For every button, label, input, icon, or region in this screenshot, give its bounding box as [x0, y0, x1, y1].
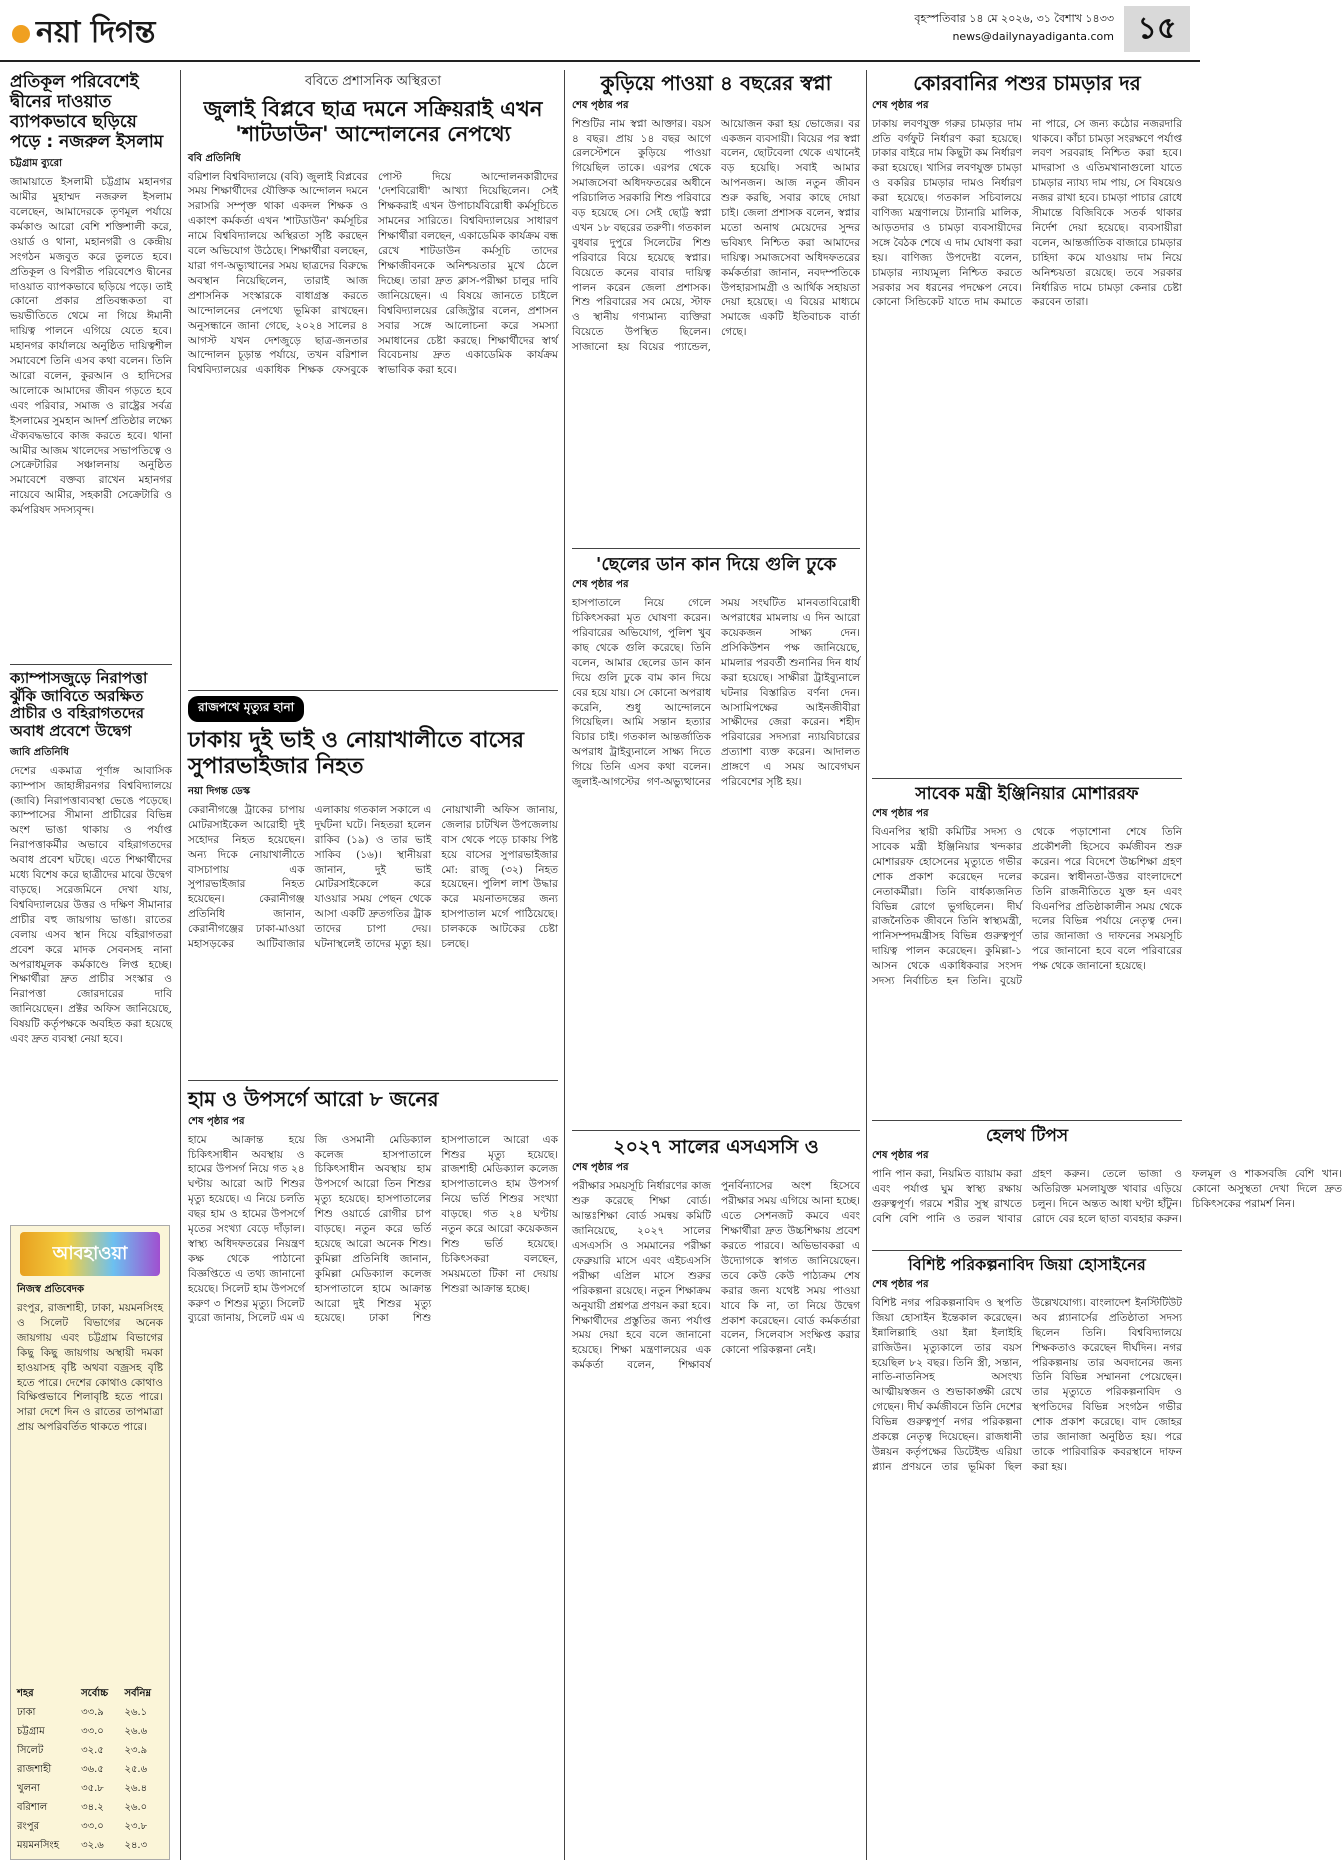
weather-cell: ৩৩.০ [81, 1821, 104, 1832]
headline: কোরবানির পশুর চামড়ার দর [913, 71, 1141, 95]
article-planner [872, 1256, 1182, 1860]
article-body: শিশুটির নাম স্বপ্না আক্তার। বয়স ৪ বছর। প্রায় ১৪ বছর আগে রেলস্টেশনে কুড়িয়ে পাওয়া গিয়েছিল তাকে। এরপর থেকে সমাজসেবা অধিদফতরের অধীনে পরিচালিত সরকারি শিশু পরিবারে বড় হয়েছে সে। সেই ছোট্ট স্বপ্না এখন ১৮ বছরের তরুণী। গতকাল বুধবার দুপুরে সিলেটের শিশু পরিবারে বিয়ে হয়েছে স্বপ্নার। বিয়েতে কনের বাবার দায়িত্ব পালন করেন জেলা প্রশাসক। শিশু পরিবারের সব মেয়ে, স্টাফ ও স্থানীয় গণ্যমান্য ব্যক্তিরা বিয়েতে উপস্থিত ছিলেন। সাজানো হয় বিয়ের প্যান্ডেল, আয়োজন করা হয় ভোজের। বর একজন ব্যবসায়ী। বিয়ের পর স্বপ্না বলেন, ছোটবেলা থেকে এখানেই বড় হয়েছি। সবাই আমার আপনজন। আজ নতুন জীবন শুরু করছি, সবার কাছে দোয়া চাই। জেলা প্রশাসক বলেন, স্বপ্নার মতো অনাথ মেয়েদের সুন্দর ভবিষ্যৎ নিশ্চিত করা আমাদের দায়িত্ব। সমাজসেবা অধিদফতরের কর্মকর্তারা জানান, নবদম্পতিকে উপহারসামগ্রী ও আর্থিক সহায়তা দেয়া হয়েছে। এ বিয়ের মাধ্যমে সমাজে একটি ইতিবাচক বার্তা গেছে। [572, 117, 860, 354]
article-body: বিশিষ্ট নগর পরিকল্পনাবিদ ও স্থপতি জিয়া হোসাইন ইন্তেকাল করেছেন। ইন্নালিল্লাহি ওয়া ইন্না ইলাইহি রাজিউন। মৃত্যুকালে তার বয়স হয়েছিল ৮২ বছর। তিনি স্ত্রী, সন্তান, নাতি-নাতনিসহ অসংখ্য আত্মীয়স্বজন ও শুভাকাঙ্ক্ষী রেখে গেছেন। দীর্ঘ কর্মজীবনে তিনি দেশের বিভিন্ন গুরুত্বপূর্ণ নগর পরিকল্পনা প্রকল্পে নেতৃত্ব দিয়েছেন। রাজধানী উন্নয়ন কর্তৃপক্ষের ডিটেইল্ড এরিয়া প্ল্যান প্রণয়নে তার ভূমিকা ছিল উল্লেখযোগ্য। বাংলাদেশ ইনস্টিটিউট অব প্ল্যানার্সের প্রতিষ্ঠাতা সদস্য ছিলেন তিনি। বিশ্ববিদ্যালয়ে শিক্ষকতাও করেছেন দীর্ঘদিন। নগর পরিকল্পনায় তার অবদানের জন্য তিনি বিভিন্ন সম্মাননা পেয়েছেন। তার মৃত্যুতে পরিকল্পনাবিদ ও স্থপতিদের বিভিন্ন সংগঠন গভীর শোক প্রকাশ করেছে। বাদ জোহর তার জানাজা অনুষ্ঠিত হয়। পরে তাকে পারিবারিক কবরস্থানে দাফন করা হয়। [872, 1296, 1182, 1473]
headline: কুড়িয়ে পাওয়া ৪ বছরের স্বপ্না [600, 71, 832, 95]
weather-cell: ২৩.৯ [124, 1745, 148, 1756]
article-body: হাসপাতালে নিয়ে গেলে চিকিৎসকরা মৃত ঘোষণা করেন। পরিবারের অভিযোগ, পুলিশ খুব কাছ থেকে গুলি করেছে। তিনি বলেন, আমার ছেলের ডান কান দিয়ে গুলি ঢুকে বাম কান দিয়ে বের হয়ে যায়। সে কোনো অপরাধ করেনি, শুধু আন্দোলনে গিয়েছিল। আমি সন্তান হত্যার বিচার চাই। গতকাল আন্তর্জাতিক অপরাধ ট্রাইব্যুনালে সাক্ষ্য দিতে গিয়ে তিনি এসব কথা বলেন। জুলাই-আগস্টের গণ-অভ্যুত্থানের সময় সংঘটিত মানবতাবিরোধী অপরাধের মামলায় এ দিন আরো কয়েকজন সাক্ষ্য দেন। প্রসিকিউশন পক্ষ জানিয়েছে, মামলার পরবর্তী শুনানির দিন ধার্য করা হয়েছে। সাক্ষীরা ট্রাইব্যুনালে ঘটনার বিস্তারিত বর্ণনা দেন। আসামিপক্ষের আইনজীবীরা সাক্ষীদের জেরা করেন। শহীদ পরিবারের সদস্যরা ন্যায়বিচারের প্রত্যাশা ব্যক্ত করেন। আদালত প্রাঙ্গণে এ সময় আবেগঘন পরিবেশের সৃষ্টি হয়। [572, 597, 860, 789]
headline: ২০২৭ সালের এসএসসি ও [613, 1136, 819, 1158]
article-measles [188, 1088, 558, 1860]
article-body: কেরানীগঞ্জে ট্রাকের চাপায় মোটরসাইকেল আরোহী দুই সহোদর নিহত হয়েছেন। অন্য দিকে নোয়াখালীতে বাসচাপায় এক সুপারভাইজার নিহত হয়েছেন। কেরানীগঞ্জ প্রতিনিধি জানান, কেরানীগঞ্জের ঢাকা-মাওয়া মহাসড়কের আটিবাজার এলাকায় গতকাল সকালে এ দুর্ঘটনা ঘটে। নিহতরা হলেন রাকিব (১৯) ও তার ভাই সাকিব (১৬)। স্থানীয়রা জানান, দুই ভাই মোটরসাইকেলে করে যাওয়ার সময় পেছন থেকে আসা একটি দ্রুতগতির ট্রাক তাদের চাপা দেয়। ঘটনাস্থলেই তাদের মৃত্যু হয়। নোয়াখালী অফিস জানায়, জেলার চাটখিল উপজেলায় বাস থেকে পড়ে চাকায় পিষ্ট হয়ে বাসের সুপারভাইজার মো: রাজু (৩২) নিহত হয়েছেন। পুলিশ লাশ উদ্ধার করে ময়নাতদন্তের জন্য হাসপাতাল মর্গে পাঠিয়েছে। চালককে আটকের চেষ্টা চলছে। [188, 803, 558, 951]
headline: জুলাই বিপ্লবে ছাত্র দমনে সক্রিয়রাই এখন 'শাটডাউন' আন্দোলনের নেপথ্যে [203, 97, 543, 146]
weather-cell: ৩৪.২ [81, 1802, 104, 1813]
weather-cell: বরিশাল [17, 1802, 48, 1813]
weather-cell: ৩২.৬ [81, 1840, 104, 1851]
weather-cell: ৩২.৫ [81, 1745, 104, 1756]
weather-cell: ২৬.৬ [124, 1726, 148, 1737]
article-accident [188, 696, 558, 1076]
weather-cell: খুলনা [17, 1783, 40, 1794]
weather-cell: ৩৬.৫ [81, 1764, 104, 1775]
weather-box [10, 1225, 170, 1860]
article-moshorrof [872, 784, 1182, 1114]
continued-label: শেষ পৃষ্ঠার পর [872, 1150, 929, 1162]
article-bullet [572, 554, 860, 1124]
sun-icon [12, 25, 30, 43]
weather-cell: ৩৩.০ [81, 1726, 104, 1737]
weather-row [15, 1818, 165, 1837]
section-tag: রাজপথে মৃত্যুর হানা [188, 696, 304, 722]
headline: সাবেক মন্ত্রী ইঞ্জিনিয়ার মোশাররফ [915, 784, 1139, 804]
weather-cell: ৩৫.৮ [81, 1783, 104, 1794]
weather-col-header: সর্বোচ্চ [81, 1688, 109, 1699]
continued-label: শেষ পৃষ্ঠার পর [572, 99, 629, 111]
weather-row [15, 1799, 165, 1818]
article-body: জামায়াতে ইসলামী চট্টগ্রাম মহানগর আমীর মুহাম্মদ নজরুল ইসলাম বলেছেন, আমাদেরকে তৃণমূল পর্যায়ে কর্মকাণ্ড আরো বেশি শক্তিশালী করে, ওয়ার্ড ও থানা, মহানগরী ও কেন্দ্রীয় সংগঠন মজবুত করে তুলতে হবে। প্রতিকূল ও বিপরীত পরিবেশেও দ্বীনের দাওয়াত ব্যাপকভাবে ছড়িয়ে পড়ে। তাই কোনো প্রকার প্রতিবন্ধকতা বা ভয়ভীতিতে থেমে না গিয়ে ঈমানী দায়িত্ব পালনে এগিয়ে যেতে হবে। মহানগর কার্যালয়ে অনুষ্ঠিত দায়িত্বশীল সমাবেশে তিনি এসব কথা বলেন। তিনি আরো বলেন, কুরআন ও হাদিসের আলোকে আমাদের জীবন গড়তে হবে এবং পরিবার, সমাজ ও রাষ্ট্রের সর্বত্র ইসলামের সুমহান আদর্শ প্রতিষ্ঠার লক্ষ্যে ঐক্যবদ্ধভাবে কাজ করতে হবে। থানা আমীর আজম খালেদের সভাপতিত্বে ও সেক্রেটারির সঞ্চালনায় অনুষ্ঠিত সমাবেশে বক্তব্য রাখেন মহানগর নায়েবে আমীর, সহকারী সেক্রেটারি ও কর্মপরিষদ সদস্যবৃন্দ। [10, 176, 172, 517]
byline: জাবি প্রতিনিধি [10, 746, 69, 758]
weather-cell: ২৪.৩ [124, 1840, 148, 1851]
headline: ক্যাম্পাসজুড়ে নিরাপত্তা ঝুঁকি জাবিতে অরক্ষিত প্রাচীর ও বহিরাগতদের অবাধ প্রবেশে উদ্বেগ [10, 669, 148, 741]
headline: হাম ও উপসর্গে আরো ৮ জনের [188, 1087, 439, 1111]
weather-cell: ২৬.০ [124, 1802, 148, 1813]
article-leather [872, 72, 1182, 772]
weather-row [15, 1742, 165, 1761]
article-body: হামে আক্রান্ত হয়ে চিকিৎসাধীন অবস্থায় ও হামের উপসর্গ নিয়ে গত ২৪ ঘণ্টায় আরো আট শিশুর মৃত্যু হয়েছে। এ নিয়ে চলতি বছর হাম ও হামের উপসর্গে মৃতের সংখ্যা বেড়ে দাঁড়াল। স্বাস্থ্য অধিদফতরের নিয়ন্ত্রণ কক্ষ থেকে পাঠানো বিজ্ঞপ্তিতে এ তথ্য জানানো হয়েছে। সিলেট হাম উপসর্গে করুণ ৩ শিশুর মৃত্যু। সিলেট ব্যুরো জানায়, সিলেট এম এ জি ওসমানী মেডিক্যাল কলেজ হাসপাতালে চিকিৎসাধীন অবস্থায় হাম উপসর্গে আরো তিন শিশুর মৃত্যু হয়েছে। হাসপাতালের শিশু ওয়ার্ডে রোগীর চাপ বাড়ছে। নতুন করে ভর্তি হয়েছে আরো অনেক শিশু। কুমিল্লা প্রতিনিধি জানান, কুমিল্লা মেডিক্যাল কলেজ হাসপাতালে হামে আক্রান্ত আরো দুই শিশুর মৃত্যু হয়েছে। ঢাকা শিশু হাসপাতালে আরো এক শিশুর মৃত্যু হয়েছে। রাজশাহী মেডিক্যাল কলেজ হাসপাতালেও হাম উপসর্গ নিয়ে ভর্তি শিশুর সংখ্যা বাড়ছে। গত ২৪ ঘণ্টায় নতুন করে আরো কয়েকজন শিশু ভর্তি হয়েছে। চিকিৎসকরা বলছেন, সময়মতো টিকা না দেয়ায় শিশুরা আক্রান্ত হচ্ছে। [188, 1133, 558, 1325]
weather-title: আবহাওয়া [20, 1232, 160, 1276]
headline: ঢাকায় দুই ভাই ও নোয়াখালীতে বাসের সুপারভাইজার নিহত [188, 728, 524, 779]
article-swapna [572, 72, 860, 542]
article-body: পানি পান করা, নিয়মিত ব্যায়াম করা এবং পর্যাপ্ত ঘুম স্বাস্থ্য রক্ষায় গুরুত্বপূর্ণ। গরমে শরীর সুস্থ রাখতে বেশি বেশি পানি ও তরল খাবার গ্রহণ করুন। তেলে ভাজা ও অতিরিক্ত মসলাযুক্ত খাবার এড়িয়ে চলুন। দিনে অন্তত আধা ঘণ্টা হাঁটুন। রোদে বের হলে ছাতা ব্যবহার করুন। ফলমূল ও শাকসবজি বেশি খান। কোনো অসুস্থতা দেখা দিলে দ্রুত চিকিৎসকের পরামর্শ নিন। [872, 1168, 1342, 1225]
weather-cell: ২৩.৮ [124, 1821, 148, 1832]
weather-cell: ৩৩.৯ [81, 1707, 104, 1718]
email-link[interactable]: news@dailynayadiganta.com [952, 30, 1114, 43]
continued-label: শেষ পৃষ্ঠার পর [872, 1278, 929, 1290]
weather-cell: রাজশাহী [17, 1764, 52, 1775]
weather-cell: চট্টগ্রাম [17, 1726, 45, 1737]
article-body: ঢাকায় লবণযুক্ত গরুর চামড়ার দাম প্রতি বর্গফুট নির্ধারণ করা হয়েছে। ঢাকার বাইরে দাম কিছুটা কম নির্ধারণ করা হয়েছে। খাসির লবণযুক্ত চামড়া ও বকরির চামড়ার দামও নির্ধারণ করা হয়েছে। গতকাল সচিবালয়ে বাণিজ্য মন্ত্রণালয়ে ট্যানারি মালিক, আড়তদার ও চামড়া ব্যবসায়ীদের সঙ্গে বৈঠক শেষে এ দাম ঘোষণা করা হয়। বাণিজ্য উপদেষ্টা বলেন, চামড়ার ন্যায্যমূল্য নিশ্চিত করতে সরকার সব ধরনের পদক্ষেপ নেবে। কোনো সিন্ডিকেট যাতে দাম কমাতে না পারে, সে জন্য কঠোর নজরদারি থাকবে। কাঁচা চামড়া সংরক্ষণে পর্যাপ্ত লবণ সরবরাহ নিশ্চিত করা হবে। মাদরাসা ও এতিমখানাগুলো যাতে চামড়ার ন্যায্য দাম পায়, সে বিষয়েও নজর রাখা হবে। চামড়া পাচার রোধে সীমান্তে বিজিবিকে সতর্ক থাকার নির্দেশ দেয়া হয়েছে। ব্যবসায়ীরা বলেন, আন্তর্জাতিক বাজারে চামড়ার চাহিদা কমে যাওয়ায় দাম নিয়ে অনিশ্চয়তা রয়েছে। তবে সরকার নির্ধারিত দামে চামড়া কেনার চেষ্টা করবেন তারা। [872, 117, 1182, 309]
byline: চট্টগ্রাম ব্যুরো [10, 158, 63, 170]
newspaper-logo: নয়া দিগন্ত [12, 8, 155, 59]
weather-cell: ২৬.১ [124, 1707, 148, 1718]
weather-cell: সিলেট [17, 1745, 44, 1756]
weather-row [15, 1837, 165, 1856]
article-bobi [188, 72, 558, 687]
byline: নয়া দিগন্ত ডেস্ক [188, 785, 250, 797]
weather-col-header: শহর [17, 1688, 34, 1699]
page-number: ১৫ [1124, 6, 1190, 52]
article-body: বিএনপির স্থায়ী কমিটির সদস্য ও সাবেক মন্ত্রী ইঞ্জিনিয়ার খন্দকার মোশাররফ হোসেনের মৃত্যুতে গভীর শোক প্রকাশ করেছেন দলের নেতাকর্মীরা। তিনি বার্ধক্যজনিত বিভিন্ন রোগে ভুগছিলেন। দীর্ঘ রাজনৈতিক জীবনে তিনি স্বাস্থ্যমন্ত্রী, পানিসম্পদমন্ত্রীসহ বিভিন্ন গুরুত্বপূর্ণ দায়িত্ব পালন করেছেন। কুমিল্লা-১ আসন থেকে একাধিকবার সংসদ সদস্য নির্বাচিত হন তিনি। বুয়েট থেকে পড়াশোনা শেষে তিনি প্রকৌশলী হিসেবে কর্মজীবন শুরু করেন। পরে বিদেশে উচ্চশিক্ষা গ্রহণ করেন। স্বাধীনতা-উত্তর বাংলাদেশে তিনি রাজনীতিতে যুক্ত হন এবং বিএনপির প্রতিষ্ঠাকালীন সময় থেকে দলের বিভিন্ন পর্যায়ে নেতৃত্ব দেন। তার জানাজা ও দাফনের সময়সূচি পরে জানানো হবে বলে পরিবারের পক্ষ থেকে জানানো হয়েছে। [872, 826, 1182, 988]
article-body: পরীক্ষার সময়সূচি নির্ধারণের কাজ শুরু করেছে শিক্ষা বোর্ড। আন্তঃশিক্ষা বোর্ড সমন্বয় কমিটি জানিয়েছে, ২০২৭ সালের এসএসসি ও সমমানের পরীক্ষা ফেব্রুয়ারি মাসে এবং এইচএসসি পরীক্ষা এপ্রিল মাসে শুরুর পরিকল্পনা রয়েছে। নতুন শিক্ষাক্রম অনুযায়ী প্রশ্নপত্র প্রণয়ন করা হবে। শিক্ষার্থীদের প্রস্তুতির জন্য পর্যাপ্ত সময় দেয়া হবে বলে জানানো হয়েছে। শিক্ষা মন্ত্রণালয়ের এক কর্মকর্তা বলেন, শিক্ষাবর্ষ পুনর্বিন্যাসের অংশ হিসেবে পরীক্ষার সময় এগিয়ে আনা হচ্ছে। এতে সেশনজট কমবে এবং শিক্ষার্থীরা দ্রুত উচ্চশিক্ষায় প্রবেশ করতে পারবে। অভিভাবকরা এ উদ্যোগকে স্বাগত জানিয়েছেন। তবে কেউ কেউ পাঠ্যক্রম শেষ করার জন্য যথেষ্ট সময় পাওয়া যাবে কি না, তা নিয়ে উদ্বেগ প্রকাশ করেছেন। বোর্ড কর্মকর্তারা বলেন, সিলেবাস সংক্ষিপ্ত করার কোনো পরিকল্পনা নেই। [572, 1180, 860, 1372]
continued-label: শেষ পৃষ্ঠার পর [872, 99, 929, 111]
article-body: বরিশাল বিশ্ববিদ্যালয়ে (ববি) জুলাই বিপ্লবের সময় শিক্ষার্থীদের যৌক্তিক আন্দোলন দমনে সরাসরি সম্পৃক্ত থাকা একদল শিক্ষক ও একাংশ কর্মকর্তা এখন 'শাটডাউন' কর্মসূচির নামে বিশ্ববিদ্যালয়ে অস্থিরতা সৃষ্টি করছেন বলে অভিযোগ উঠেছে। শিক্ষার্থীরা বলছেন, যারা গণ-অভ্যুত্থানের সময় ছাত্রদের বিরুদ্ধে অবস্থান নিয়েছিলেন, তারাই আজ প্রশাসনিক সংস্কারকে বাধাগ্রস্ত করতে আন্দোলনের নেপথ্যে ভূমিকা রাখছেন। অনুসন্ধানে জানা গেছে, ২০২৪ সালের ৪ আগস্ট যখন দেশজুড়ে ছাত্র-জনতার আন্দোলন চূড়ান্ত পর্যায়ে, তখন বরিশাল বিশ্ববিদ্যালয়ের একাধিক শিক্ষক ফেসবুকে পোস্ট দিয়ে আন্দোলনকারীদের 'দেশবিরোধী' আখ্যা দিয়েছিলেন। সেই শিক্ষকরাই এখন উপাচার্যবিরোধী কর্মসূচিতে সামনের সারিতে। বিশ্ববিদ্যালয়ের সাধারণ শিক্ষার্থীরা বলছেন, একাডেমিক কার্যক্রম বন্ধ রেখে শাটডাউন কর্মসূচি তাদের শিক্ষাজীবনকে অনিশ্চয়তার মুখে ঠেলে দিচ্ছে। তারা দ্রুত ক্লাস-পরীক্ষা চালুর দাবি জানিয়েছেন। এ বিষয়ে জানতে চাইলে বিশ্ববিদ্যালয়ের রেজিস্ট্রার বলেন, প্রশাসন সবার সঙ্গে আলোচনা করে সমস্যা সমাধানের চেষ্টা করছে। শিক্ষার্থীদের স্বার্থ বিবেচনায় দ্রুত একাডেমিক কার্যক্রম স্বাভাবিক করা হবে। [188, 170, 558, 377]
weather-table [15, 1685, 165, 1856]
weather-body: রংপুর, রাজশাহী, ঢাকা, ময়মনসিংহ ও সিলেট বিভাগের অনেক জায়গায় এবং চট্টগ্রাম বিভাগের কিছু কিছু জায়গায় অস্থায়ী দমকা হাওয়াসহ বৃষ্টি অথবা বজ্রসহ বৃষ্টি হতে পারে। দেশের কোথাও কোথাও বিক্ষিপ্তভাবে শিলাবৃষ্টি হতে পারে। সারা দেশে দিন ও রাতের তাপমাত্রা প্রায় অপরিবর্তিত থাকতে পারে। [17, 1302, 163, 1434]
article-body: দেশের একমাত্র পূর্ণাঙ্গ আবাসিক ক্যাম্পাস জাহাঙ্গীরনগর বিশ্ববিদ্যালয়ে (জাবি) নিরাপত্তাব্যবস্থা ভেঙে পড়েছে। ক্যাম্পাসের সীমানা প্রাচীরের বিভিন্ন অংশ ভাঙা থাকায় ও পর্যাপ্ত নিরাপত্তাকর্মীর অভাবে বহিরাগতদের অবাধ প্রবেশ ঘটছে। এতে শিক্ষার্থীদের মধ্যে বিশেষ করে ছাত্রীদের মাঝে উদ্বেগ বাড়ছে। সরেজমিনে দেখা যায়, বিশ্ববিদ্যালয়ের উত্তর ও দক্ষিণ সীমানার প্রাচীর বহু জায়গায় ভাঙা। রাতের বেলায় এসব স্থান দিয়ে বহিরাগতরা প্রবেশ করে মাদক সেবনসহ নানা অপরাধমূলক কর্মকাণ্ডে লিপ্ত হচ্ছে। শিক্ষার্থীরা দ্রুত প্রাচীর সংস্কার ও নিরাপত্তা জোরদারের দাবি জানিয়েছেন। প্রক্টর অফিস জানিয়েছে, বিষয়টি কর্তৃপক্ষকে অবহিত করা হয়েছে এবং দ্রুত ব্যবস্থা নেয়া হবে। [10, 764, 172, 1046]
article-jabi [10, 670, 172, 1218]
weather-row [15, 1780, 165, 1799]
continued-label: শেষ পৃষ্ঠার পর [572, 1162, 629, 1174]
issue-date: বৃহস্পতিবার ১৪ মে ২০২৬, ৩১ বৈশাখ ১৪৩৩ [914, 12, 1114, 25]
continued-label: শেষ পৃষ্ঠার পর [872, 808, 929, 820]
byline: নিজস্ব প্রতিবেদক [17, 1284, 85, 1295]
headline: হেলথ টিপস [985, 1126, 1069, 1146]
continued-label: শেষ পৃষ্ঠার পর [188, 1115, 245, 1127]
page-header [0, 0, 1200, 62]
article-ssc [572, 1136, 860, 1860]
weather-col-header: সর্বনিম্ন [124, 1688, 151, 1699]
weather-row [15, 1761, 165, 1780]
weather-cell: ঢাকা [17, 1707, 36, 1718]
article-health [872, 1126, 1342, 1246]
weather-cell: ২৫.৬ [124, 1764, 148, 1775]
headline: প্রতিকূল পরিবেশেই দ্বীনের দাওয়াত ব্যাপকভাবে ছড়িয়ে পড়ে : নজরুল ইসলাম [10, 72, 164, 153]
continued-label: শেষ পৃষ্ঠার পর [572, 579, 629, 591]
weather-cell: ২৬.৪ [124, 1783, 148, 1794]
headline: বিশিষ্ট পরিকল্পনাবিদ জিয়া হোসাইনের [908, 1255, 1146, 1274]
weather-cell: রংপুর [17, 1821, 40, 1832]
weather-row [15, 1723, 165, 1742]
kicker: ববিতে প্রশাসনিক অস্থিরতা [304, 74, 442, 89]
article-najrul [10, 72, 172, 657]
weather-row [15, 1704, 165, 1723]
headline: 'ছেলের ডান কান দিয়ে গুলি ঢুকে [595, 554, 837, 575]
weather-cell: ময়মনসিংহ [17, 1840, 59, 1851]
byline: ববি প্রতিনিধি [188, 152, 241, 164]
